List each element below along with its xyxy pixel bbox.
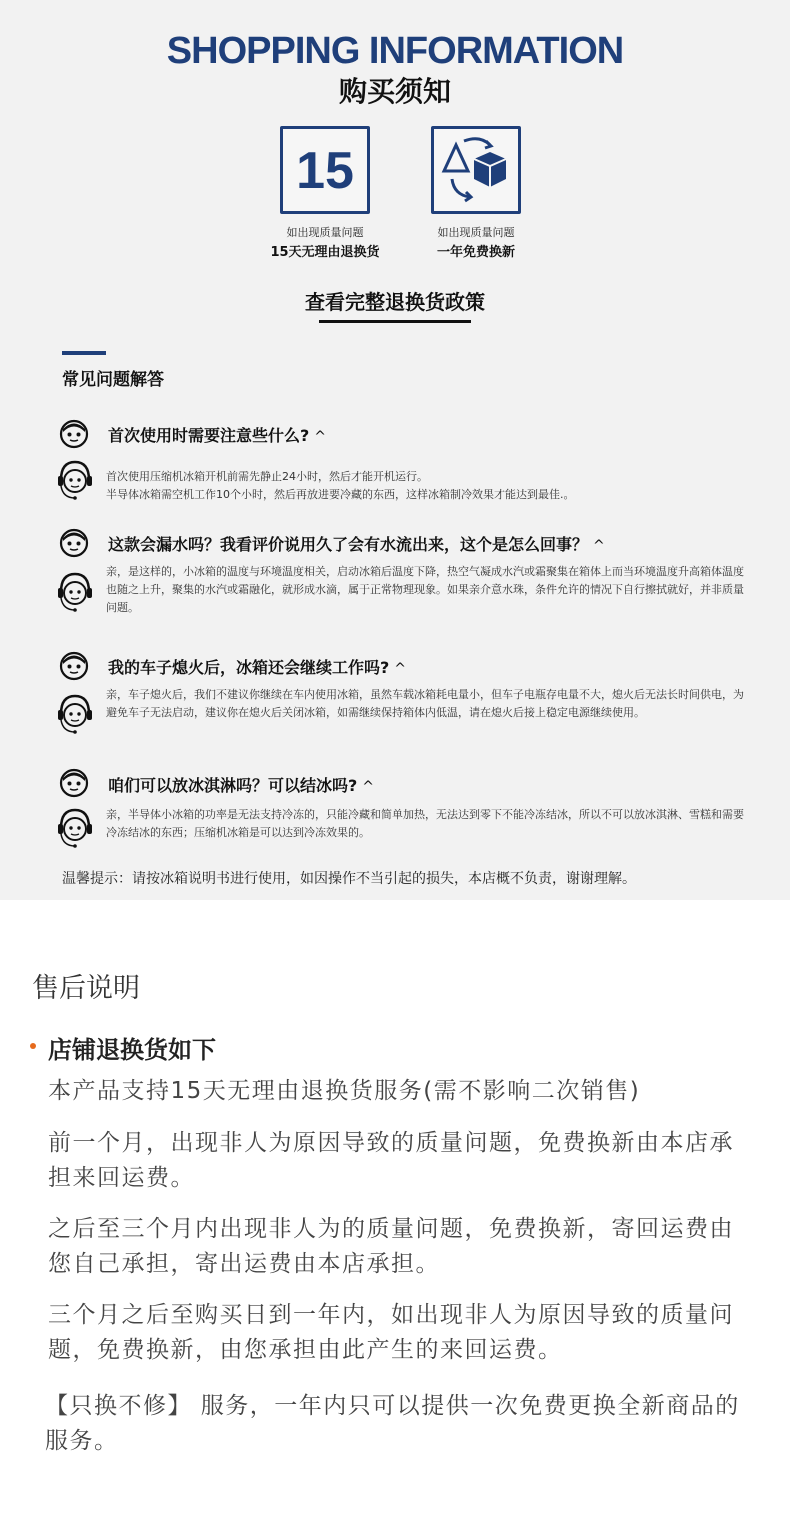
badge-1-line-2: 15天无理由退换货 <box>270 245 380 260</box>
agent-headset-icon <box>57 458 93 502</box>
faq-accent-bar <box>62 351 106 355</box>
badge-2-line-2: 一年免费换新 <box>436 245 515 260</box>
after-sales-paragraph: 前一个月，出现非人为原因导致的质量问题，免费换新由本店承担来回运费。 <box>48 1130 734 1191</box>
faq-question-3[interactable] <box>108 655 406 678</box>
faq-answer-2: 亲，是这样的，小冰箱的温度与环境温度相关，启动冰箱后温度下降，热空气凝成水汽或霜聚集在箱体上而当环境温度升高箱体温度也随之上升，聚集的水汽或霜融化，就形成水滴，属于正常物理现象。如果亲介意水珠，条件允许的情况下自行擦拭就好，并非质量问题。 <box>106 565 744 614</box>
after-sales-paragraph: 【只换不修】 服务，一年内只可以提供一次免费更换全新商品的服务。 <box>45 1393 740 1454</box>
policy-underline <box>319 320 471 323</box>
question-text: 这款会漏水吗？我看评价说用久了会有水流出来，这个是怎么回事？ <box>108 535 589 554</box>
after-sales-title: 售后说明 <box>32 973 140 1004</box>
after-sales-paragraph: 本产品支持15天无理由退换货服务(需不影响二次销售) <box>48 1078 641 1104</box>
exchange-box-icon <box>431 126 521 214</box>
agent-headset-icon <box>57 692 93 736</box>
number-15-badge <box>280 126 370 214</box>
badge-number: 15 <box>296 142 354 200</box>
after-sales-paragraph: 三个月之后至购买日到一年内，如出现非人为原因导致的质量问题，免费换新，由您承担由此产生的来回运费。 <box>48 1302 734 1363</box>
agent-headset-icon <box>57 806 93 850</box>
store-return-heading: 店铺退换货如下 <box>48 1036 216 1064</box>
question-face-icon <box>59 651 89 681</box>
policy-link[interactable]: 查看完整退换货政策 <box>305 290 485 314</box>
faq-answer-1: 首次使用压缩机冰箱开机前需先静止24小时，然后才能开机运行。 半导体冰箱需空机工作10个小时，然后再放进要冷藏的东西，这样冰箱制冷效果才能达到最佳.。 <box>106 470 575 501</box>
question-face-icon <box>59 419 89 449</box>
question-text: 首次使用时需要注意些什么? <box>108 426 310 445</box>
exchange-box-svg <box>434 129 518 211</box>
chevron-up-icon: ^ <box>362 779 375 795</box>
bullet-dot-icon <box>30 1043 36 1049</box>
chevron-up-icon: ^ <box>394 661 407 677</box>
question-face-icon <box>59 768 89 798</box>
faq-answer-4: 亲，半导体小冰箱的功率是无法支持冷冻的，只能冷藏和简单加热，无法达到零下不能冷冻结冰，所以不可以放冰淇淋、雪糕和需要冷冻结冰的东西；压缩机冰箱是可以达到冷冻效果的。 <box>106 808 744 839</box>
title-chinese: 购买须知 <box>338 75 451 108</box>
question-face-icon <box>59 528 89 558</box>
faq-question-2[interactable] <box>108 532 605 555</box>
warm-tip: 温馨提示：请按冰箱说明书进行使用，如因操作不当引起的损失，本店概不负责，谢谢理解。 <box>62 871 636 887</box>
question-text: 我的车子熄火后，冰箱还会继续工作吗? <box>108 658 390 677</box>
badge-1-line-1: 如出现质量问题 <box>286 226 364 239</box>
agent-headset-icon <box>57 570 93 614</box>
chevron-up-icon: ^ <box>593 538 605 554</box>
faq-answer-3: 亲，车子熄火后，我们不建议你继续在车内使用冰箱，虽然车载冰箱耗电量小，但车子电瓶存电量不大，熄火后无法长时间供电，为避免车子无法启动，建议你在熄火后关闭冰箱，如需继续保持箱体内低温，请在熄火后接上稳定电源继续使用。 <box>106 688 744 719</box>
after-sales-paragraph: 之后至三个月内出现非人为的质量问题，免费换新，寄回运费由您自己承担，寄出运费由本店承担。 <box>48 1216 734 1277</box>
question-text: 咱们可以放冰淇淋吗？可以结冰吗? <box>108 776 358 795</box>
faq-question-4[interactable] <box>108 773 374 796</box>
title-english: SHOPPING INFORMATION <box>166 30 624 72</box>
chevron-up-icon: ^ <box>314 429 327 445</box>
faq-question-1[interactable] <box>108 423 326 446</box>
badge-2-line-1: 如出现质量问题 <box>437 226 515 239</box>
faq-heading: 常见问题解答 <box>62 370 164 390</box>
